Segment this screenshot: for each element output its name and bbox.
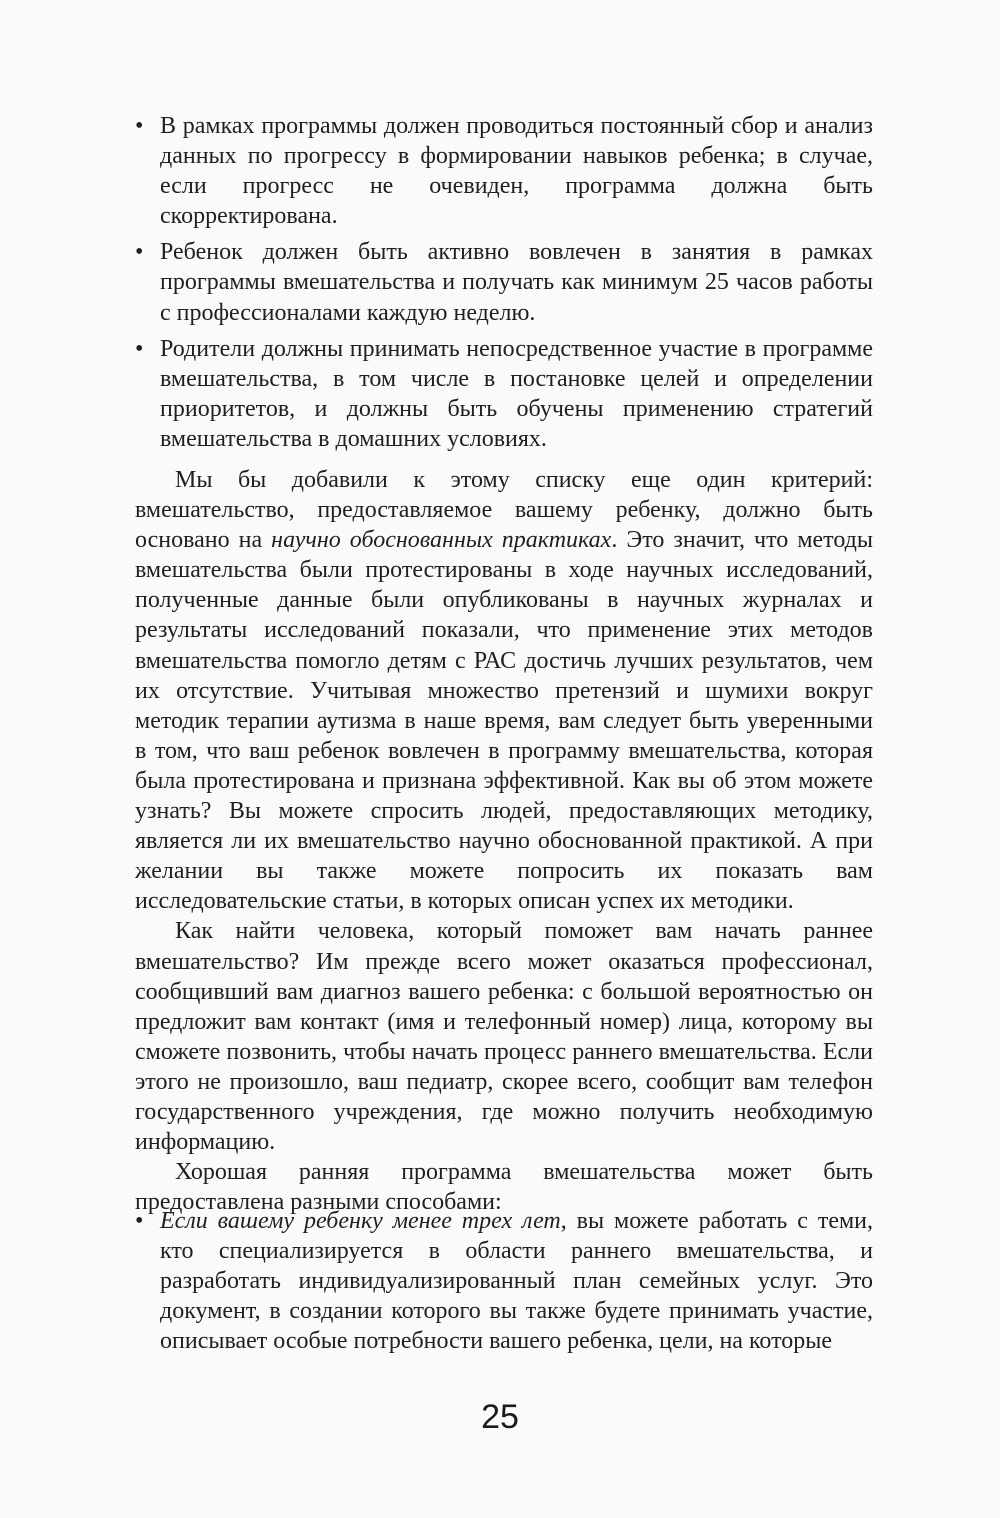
bullet-item [135, 111, 873, 231]
paragraph-find-specialist: Как найти человека, который поможет вам начать раннее вмешательство? Им прежде всего может оказаться профессионал, сообщивший вам диагноз вашего ребенка: с большой вероятностью он предложит вам контакт (имя и телефонный номер) лица, которому вы сможете позвонить, чтобы начать процесс раннего вмешательства. Если этого не произошло, ваш педиатр, скорее всего, сообщит вам телефон государственного учреждения, где можно получить необходимую информацию. [135, 918, 873, 1156]
page-number: 25 [481, 1398, 519, 1436]
bullet-item [135, 334, 873, 454]
bullet-marker: • [135, 113, 144, 139]
paragraph-program-options: Хорошая ранняя программа вмешательства может быть предоставлена разными способами: [135, 1159, 873, 1216]
paragraph-emphasis: научно обоснованных практиках [271, 527, 612, 554]
bullet-text: Ребенок должен быть активно вовлечен в занятия в рамках программы вмешательства и получать как минимум 25 часов работы с профессионалами каждую неделю. [160, 239, 873, 326]
bullet-text-rest: , вы можете работать с теми, кто специализируется в области раннего вмешательства, и разработать индивидуализированный план семейных услуг. Это документ, в создании которого вы также будете принимать участие, описывает особые потребности вашего ребенка, цели, на которые [160, 1208, 873, 1355]
bullet-item [135, 237, 873, 327]
bullet-text: В рамках программы должен проводиться постоянный сбор и анализ данных по прогрессу в формировании навыков ребенка; в случае, если прогресс не очевиден, программа должна быть скорректирована. [160, 113, 873, 230]
bullet-marker: • [135, 335, 144, 362]
paragraph-evidence-based [135, 465, 873, 916]
bullet-marker: • [135, 1208, 144, 1234]
body-text [135, 465, 873, 1217]
bullet-text: Родители должны принимать непосредственное участие в программе вмешательства, в том числе в постановке целей и определении приоритетов, и должны быть обучены применению стратегий вмешательства в домашних условиях. [160, 335, 873, 452]
paragraph-text: Мы бы добавили к этому списку еще один критерий: вмешательство, предоставляемое вашему ребенку, должно быть основано на [135, 467, 873, 554]
bullet-marker: • [135, 239, 144, 266]
criteria-bullet-list [135, 111, 873, 460]
paragraph-text: . Это значит, что методы вмешательства были протестированы в ходе научных исследований, полученные данные были опубликованы в научных журналах и результаты исследований показали, что применение этих методов вмешательства помогло детям с РАС достичь лучших результатов, чем их отсутствие. Учитывая множество претензий и шумихи вокруг методик терапии аутизма в наше время, вам следует быть уверенными в том, что ваш ребенок вовлечен в программу вмешательства, которая была протестирована и признана эффективной. Как вы об этом можете узнать? Вы можете спросить людей, предоставляющих методику, является ли их вмешательство научно обоснованной практикой. А при желании вы также можете попросить их показать вам исследовательские статьи, в которых описан успех их методики. [135, 527, 873, 915]
program-options-bullet-list [135, 1206, 873, 1362]
bullet-item [135, 1206, 873, 1356]
bullet-text [160, 1208, 873, 1354]
bullet-emphasis: Если вашему ребенку менее трех лет [160, 1208, 561, 1234]
